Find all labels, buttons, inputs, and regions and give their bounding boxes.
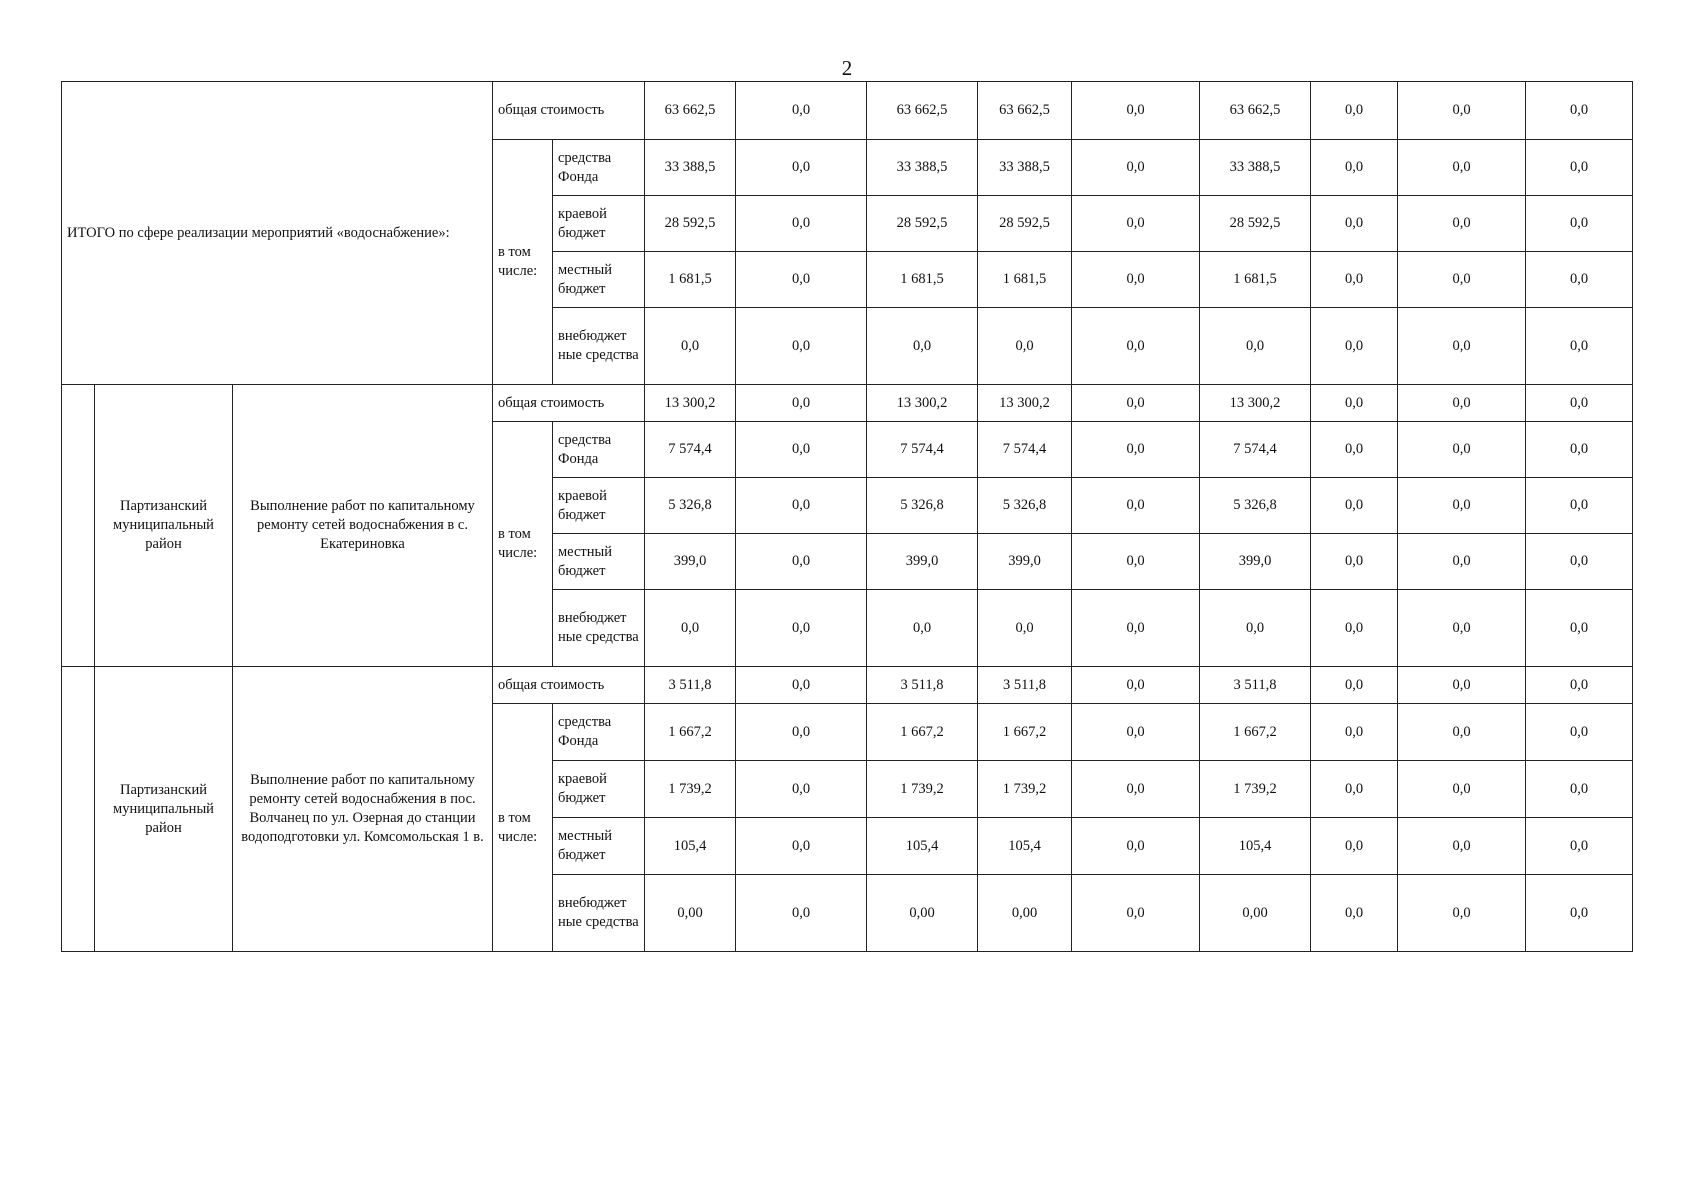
- value-cell: 0,0: [1398, 818, 1526, 875]
- value-cell: 0,0: [1526, 385, 1633, 422]
- table-row: [62, 385, 1633, 422]
- value-cell: 1 681,5: [978, 252, 1072, 308]
- table-row: [62, 667, 1633, 704]
- value-cell: 13 300,2: [1200, 385, 1311, 422]
- municipality-cell: Партизанский муниципальный район: [95, 385, 233, 667]
- page-number: 2: [841, 56, 853, 80]
- value-cell: 0,0: [736, 82, 867, 140]
- value-cell: 0,0: [1311, 704, 1398, 761]
- value-cell: 0,0: [1398, 875, 1526, 952]
- value-cell: 399,0: [1200, 534, 1311, 590]
- value-cell: 63 662,5: [645, 82, 736, 140]
- value-cell: 0,0: [1311, 534, 1398, 590]
- value-cell: 0,0: [1398, 422, 1526, 478]
- value-cell: 33 388,5: [1200, 140, 1311, 196]
- value-cell: 0,00: [978, 875, 1072, 952]
- value-cell: 1 681,5: [867, 252, 978, 308]
- value-cell: 0,0: [1311, 385, 1398, 422]
- value-cell: 105,4: [645, 818, 736, 875]
- value-cell: 0,0: [1311, 590, 1398, 667]
- value-cell: 0,0: [1072, 818, 1200, 875]
- value-cell: 0,0: [736, 196, 867, 252]
- value-cell: 0,0: [1526, 82, 1633, 140]
- value-cell: 0,00: [867, 875, 978, 952]
- value-cell: 3 511,8: [978, 667, 1072, 704]
- value-cell: 0,0: [1526, 422, 1633, 478]
- value-cell: 0,0: [1398, 667, 1526, 704]
- value-cell: 0,0: [736, 818, 867, 875]
- value-cell: 0,0: [1398, 385, 1526, 422]
- value-cell: 0,0: [736, 308, 867, 385]
- value-cell: 28 592,5: [645, 196, 736, 252]
- value-cell: 1 681,5: [645, 252, 736, 308]
- value-cell: 0,0: [1072, 704, 1200, 761]
- value-cell: 0,0: [1526, 140, 1633, 196]
- table-row: [62, 82, 1633, 140]
- value-cell: 1 739,2: [1200, 761, 1311, 818]
- value-cell: 399,0: [978, 534, 1072, 590]
- funding-source-regional-budget: краевой бюджет: [553, 761, 645, 818]
- value-cell: 33 388,5: [645, 140, 736, 196]
- value-cell: 0,0: [1526, 761, 1633, 818]
- value-cell: 7 574,4: [1200, 422, 1311, 478]
- value-cell: 0,0: [1072, 761, 1200, 818]
- general-cost-label: общая стоимость: [493, 667, 645, 704]
- municipality-cell: Партизанский муниципальный район: [95, 667, 233, 952]
- value-cell: 1 667,2: [645, 704, 736, 761]
- value-cell: 0,0: [736, 590, 867, 667]
- value-cell: 0,0: [736, 667, 867, 704]
- value-cell: 1 667,2: [978, 704, 1072, 761]
- value-cell: 0,0: [1072, 534, 1200, 590]
- value-cell: 28 592,5: [1200, 196, 1311, 252]
- value-cell: 0,0: [1526, 196, 1633, 252]
- value-cell: 0,0: [1526, 534, 1633, 590]
- value-cell: 0,0: [1311, 196, 1398, 252]
- value-cell: 28 592,5: [867, 196, 978, 252]
- value-cell: 0,0: [1311, 422, 1398, 478]
- value-cell: 63 662,5: [978, 82, 1072, 140]
- value-cell: 5 326,8: [978, 478, 1072, 534]
- funding-source-fund: средства Фонда: [553, 140, 645, 196]
- value-cell: 0,0: [1072, 385, 1200, 422]
- value-cell: 0,0: [1072, 82, 1200, 140]
- value-cell: 0,0: [1526, 704, 1633, 761]
- value-cell: 0,00: [645, 875, 736, 952]
- funding-source-local-budget: местный бюджет: [553, 534, 645, 590]
- value-cell: 0,0: [978, 308, 1072, 385]
- general-cost-label: общая стоимость: [493, 82, 645, 140]
- value-cell: 0,0: [1311, 875, 1398, 952]
- value-cell: 7 574,4: [867, 422, 978, 478]
- value-cell: 13 300,2: [978, 385, 1072, 422]
- value-cell: 0,0: [1072, 478, 1200, 534]
- value-cell: 0,0: [1311, 82, 1398, 140]
- work-description-cell: Выполнение работ по капитальному ремонту сетей водоснабжения в пос. Волчанец по ул. Озерная до станции водоподготовки ул. Комсомольская 1 в.: [233, 667, 493, 952]
- value-cell: 3 511,8: [867, 667, 978, 704]
- funding-source-offbudget: внебюджет ные средства: [553, 308, 645, 385]
- value-cell: 399,0: [867, 534, 978, 590]
- value-cell: 0,0: [1398, 478, 1526, 534]
- funding-source-offbudget: внебюджет ные средства: [553, 590, 645, 667]
- value-cell: 0,0: [1398, 590, 1526, 667]
- value-cell: 0,0: [1398, 534, 1526, 590]
- value-cell: 0,0: [1072, 252, 1200, 308]
- value-cell: 0,0: [1398, 196, 1526, 252]
- funding-source-regional-budget: краевой бюджет: [553, 478, 645, 534]
- funding-source-regional-budget: краевой бюджет: [553, 196, 645, 252]
- value-cell: 0,0: [645, 590, 736, 667]
- general-cost-label: общая стоимость: [493, 385, 645, 422]
- value-cell: 13 300,2: [867, 385, 978, 422]
- value-cell: 0,0: [1072, 140, 1200, 196]
- including-label: в том числе:: [493, 422, 553, 667]
- value-cell: 0,0: [736, 385, 867, 422]
- including-label: в том числе:: [493, 704, 553, 952]
- value-cell: 0,0: [978, 590, 1072, 667]
- value-cell: 0,0: [1311, 818, 1398, 875]
- value-cell: 1 667,2: [1200, 704, 1311, 761]
- row-number-cell: [62, 385, 95, 667]
- value-cell: 63 662,5: [1200, 82, 1311, 140]
- value-cell: 13 300,2: [645, 385, 736, 422]
- value-cell: 105,4: [1200, 818, 1311, 875]
- value-cell: 0,0: [1526, 478, 1633, 534]
- value-cell: 7 574,4: [645, 422, 736, 478]
- value-cell: 0,0: [1311, 252, 1398, 308]
- value-cell: 7 574,4: [978, 422, 1072, 478]
- value-cell: 0,0: [1398, 140, 1526, 196]
- funding-source-local-budget: местный бюджет: [553, 252, 645, 308]
- funding-source-local-budget: местный бюджет: [553, 818, 645, 875]
- value-cell: 0,0: [867, 590, 978, 667]
- value-cell: 0,0: [736, 704, 867, 761]
- value-cell: 0,0: [1526, 590, 1633, 667]
- value-cell: 0,0: [1311, 140, 1398, 196]
- value-cell: 0,0: [736, 422, 867, 478]
- total-label: ИТОГО по сфере реализации мероприятий «водоснабжение»:: [62, 82, 493, 385]
- value-cell: 0,0: [1072, 196, 1200, 252]
- value-cell: 0,0: [736, 140, 867, 196]
- value-cell: 0,0: [1311, 667, 1398, 704]
- value-cell: 0,0: [1200, 308, 1311, 385]
- value-cell: 0,0: [1072, 875, 1200, 952]
- value-cell: 3 511,8: [645, 667, 736, 704]
- value-cell: 0,0: [1311, 308, 1398, 385]
- value-cell: 0,0: [1526, 875, 1633, 952]
- value-cell: 0,0: [1398, 308, 1526, 385]
- value-cell: 1 739,2: [645, 761, 736, 818]
- value-cell: 1 667,2: [867, 704, 978, 761]
- value-cell: 0,0: [1072, 308, 1200, 385]
- value-cell: 0,0: [736, 875, 867, 952]
- row-number-cell: [62, 667, 95, 952]
- value-cell: 33 388,5: [978, 140, 1072, 196]
- value-cell: 0,0: [1526, 252, 1633, 308]
- value-cell: 0,0: [645, 308, 736, 385]
- value-cell: 0,0: [1072, 422, 1200, 478]
- value-cell: 5 326,8: [867, 478, 978, 534]
- value-cell: 0,0: [1526, 818, 1633, 875]
- value-cell: 0,0: [1398, 82, 1526, 140]
- value-cell: 0,0: [1398, 704, 1526, 761]
- value-cell: 0,0: [1072, 590, 1200, 667]
- value-cell: 0,0: [1311, 478, 1398, 534]
- value-cell: 0,0: [1072, 667, 1200, 704]
- value-cell: 0,0: [867, 308, 978, 385]
- funding-source-fund: средства Фонда: [553, 704, 645, 761]
- value-cell: 0,0: [1311, 761, 1398, 818]
- value-cell: 0,0: [736, 252, 867, 308]
- value-cell: 399,0: [645, 534, 736, 590]
- value-cell: 0,0: [736, 478, 867, 534]
- value-cell: 0,0: [736, 761, 867, 818]
- value-cell: 0,0: [1398, 252, 1526, 308]
- value-cell: 1 739,2: [867, 761, 978, 818]
- value-cell: 3 511,8: [1200, 667, 1311, 704]
- value-cell: 1 681,5: [1200, 252, 1311, 308]
- value-cell: 33 388,5: [867, 140, 978, 196]
- value-cell: 0,0: [1200, 590, 1311, 667]
- including-label: в том числе:: [493, 140, 553, 385]
- value-cell: 0,0: [1526, 667, 1633, 704]
- value-cell: 63 662,5: [867, 82, 978, 140]
- value-cell: 105,4: [978, 818, 1072, 875]
- value-cell: 28 592,5: [978, 196, 1072, 252]
- value-cell: 5 326,8: [1200, 478, 1311, 534]
- value-cell: 105,4: [867, 818, 978, 875]
- value-cell: 1 739,2: [978, 761, 1072, 818]
- value-cell: 5 326,8: [645, 478, 736, 534]
- funding-source-fund: средства Фонда: [553, 422, 645, 478]
- budget-table: [61, 81, 1633, 952]
- work-description-cell: Выполнение работ по капитальному ремонту сетей водоснабжения в с. Екатериновка: [233, 385, 493, 667]
- value-cell: 0,0: [736, 534, 867, 590]
- value-cell: 0,0: [1526, 308, 1633, 385]
- funding-source-offbudget: внебюджет ные средства: [553, 875, 645, 952]
- value-cell: 0,0: [1398, 761, 1526, 818]
- value-cell: 0,00: [1200, 875, 1311, 952]
